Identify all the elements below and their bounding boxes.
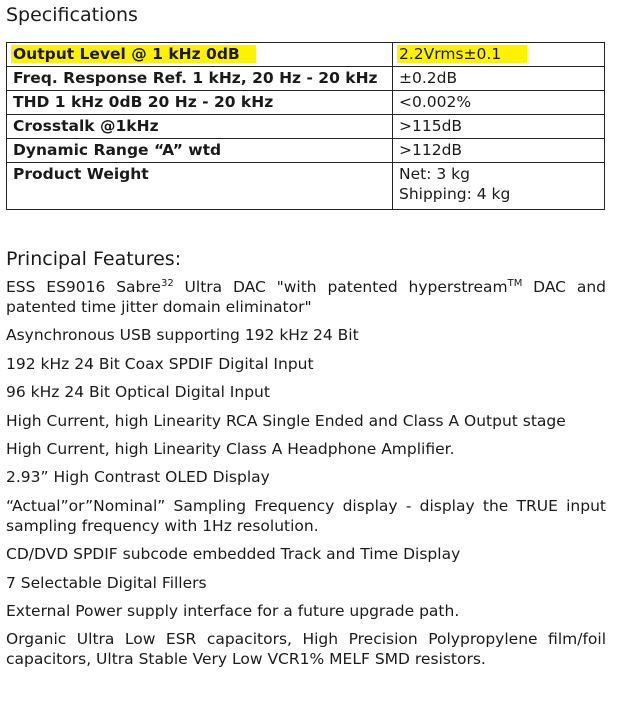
spec-row	[7, 139, 605, 163]
spec-value: >112dB	[393, 139, 605, 163]
feature-item: 192 kHz 24 Bit Coax SPDIF Digital Input	[6, 354, 314, 373]
spec-value	[393, 163, 605, 210]
spec-parameter: Crosstalk @1kHz	[7, 115, 393, 139]
feature-item: External Power supply interface for a future upgrade path.	[6, 601, 460, 620]
spec-value	[393, 43, 605, 67]
feature-item	[6, 277, 606, 317]
spec-row	[7, 163, 605, 210]
feature-item: Asynchronous USB supporting 192 kHz 24 Bit	[6, 326, 359, 345]
net-weight: Net: 3 kg	[399, 165, 470, 183]
features-heading: Principal Features:	[6, 248, 182, 270]
spec-row	[7, 91, 605, 115]
feature-item: 7 Selectable Digital Fillers	[6, 573, 207, 592]
spec-parameter	[7, 43, 393, 67]
shipping-weight: Shipping: 4 kg	[399, 185, 511, 203]
feature-item: Organic Ultra Low ESR capacitors, High Precision Polypropylene film/foil capacitors, Ultra Stable Very Low VCR1% MELF SMD resistors.	[6, 630, 606, 669]
spec-parameter: Freq. Response Ref. 1 kHz, 20 Hz - 20 kHz	[7, 67, 393, 91]
feature-text: DAC and patented time jitter domain eliminator"	[6, 278, 606, 316]
spec-value: <0.002%	[393, 91, 605, 115]
feature-item: 96 kHz 24 Bit Optical Digital Input	[6, 383, 270, 402]
superscript: 32	[160, 277, 174, 289]
specifications-heading: Specifications	[6, 4, 138, 26]
spec-parameter: THD 1 kHz 0dB 20 Hz - 20 kHz	[7, 91, 393, 115]
spec-value: >115dB	[393, 115, 605, 139]
spec-row	[7, 115, 605, 139]
spec-row	[7, 43, 605, 67]
spec-parameter: Dynamic Range “A” wtd	[7, 139, 393, 163]
feature-item: 2.93” High Contrast OLED Display	[6, 468, 270, 487]
spec-parameter: Product Weight	[7, 163, 393, 210]
spec-row	[7, 67, 605, 91]
features-list	[6, 277, 606, 678]
specifications-table	[6, 42, 605, 210]
feature-text: Ultra DAC "with patented hyperstream	[173, 278, 508, 296]
spec-value: ±0.2dB	[393, 67, 605, 91]
highlighted-value: 2.2Vrms±0.1	[397, 45, 527, 63]
feature-item: High Current, high Linearity Class A Headphone Amplifier.	[6, 439, 455, 458]
feature-text: ESS ES9016 Sabre	[6, 278, 161, 296]
feature-item: High Current, high Linearity RCA Single Ended and Class A Output stage	[6, 411, 566, 430]
feature-item: “Actual”or”Nominal” Sampling Frequency display - display the TRUE input sampling frequency with 1Hz resolution.	[6, 496, 606, 535]
highlighted-parameter: Output Level @ 1 kHz 0dB	[11, 45, 256, 63]
trademark-superscript: TM	[507, 277, 523, 289]
feature-item: CD/DVD SPDIF subcode embedded Track and Time Display	[6, 545, 461, 564]
